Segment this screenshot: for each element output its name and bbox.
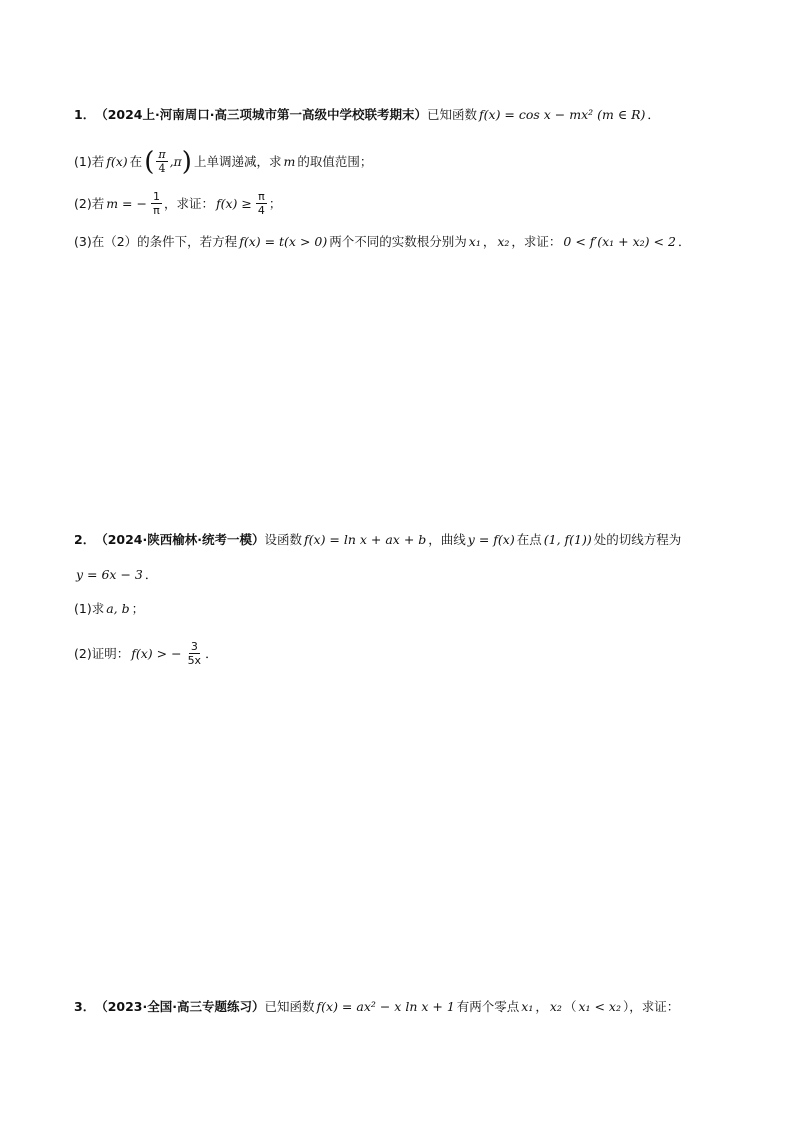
math-expression: 0 < f′(x₁ + x₂) < 2 [563,234,676,249]
fraction-denominator: 4 [158,162,166,175]
math-expression: (1, f(1)) [543,532,592,547]
part-text: ， [482,234,496,249]
problem-text: 有两个零点 [456,999,520,1014]
part-text: 若 [91,195,105,211]
math-expression: f(x) > − [131,645,182,661]
math-expression: x₂ [497,234,510,249]
math-expression: y = f(x) [467,532,515,547]
problem-text: 在点 [516,532,542,547]
math-expression: x₁ < x₂ [578,999,621,1014]
part-text: ； [131,601,145,616]
part-label: (3) [74,234,92,249]
math-expression: x₁ [468,234,481,249]
part-label: (1) [74,601,92,616]
part-text: 若 [91,153,105,169]
function-definition: f(x) = ax² − x ln x + 1 [316,999,455,1014]
problem-source: （2024上·河南周口·高三项城市第一高级中学校联考期末） [95,107,427,122]
math-expression: a, b [106,601,130,616]
part-text: ． [205,645,218,661]
part-text: 两个不同的实数根分别为 [329,234,467,249]
math-expression: m = − [106,195,147,211]
function-definition: f(x) = ln x + ax + b [304,532,427,547]
fraction-denominator: 4 [257,204,265,217]
problem-text: ，曲线 [428,532,466,547]
math-expression: y = 6x − 3 [76,567,143,582]
part-label: (1) [74,153,92,169]
problem-1-part-3 [74,233,690,251]
part-text: ． [677,234,691,249]
problem-intro: 已知函数 [264,999,315,1014]
problem-3-statement [74,998,679,1016]
part-text: 求 [91,601,105,616]
math-expression: f(x) ≥ [216,195,252,211]
problem-intro: 设函数 [264,532,303,547]
fraction-denominator: π [153,204,160,217]
right-paren: ) [181,146,192,177]
sentence-end: ． [647,107,660,122]
problem-source: （2024·陕西榆林·统考一模） [95,532,265,547]
open-interval [144,148,192,175]
part-text: 上单调递减，求 [193,153,282,169]
fraction-numerator: 1 [152,190,160,203]
math-expression: x₁ [521,999,534,1014]
part-label: (2) [74,195,92,211]
problem-number: 3． [74,999,96,1014]
fraction [256,190,267,217]
part-text: 在（2）的条件下，若方程 [91,234,238,249]
problem-2-statement [74,531,681,549]
problem-text: ），求证： [623,999,680,1014]
part-text: 在 [129,153,143,169]
problem-text: （ [563,999,577,1014]
problem-1-part-1 [74,148,372,175]
problem-2-tangent-line [74,566,157,584]
part-text: 的取值范围； [297,153,373,169]
fraction-numerator: π [158,148,166,161]
math-expression: f(x) = t(x > 0) [239,234,328,249]
part-text: 证明： [91,645,130,661]
problem-1-part-2 [74,190,281,217]
fraction [186,640,204,667]
problem-number: 1． [74,107,96,122]
fraction-numerator: 3 [190,640,198,653]
problem-2-part-2 [74,640,218,667]
fraction-denominator: 5x [187,654,202,667]
part-text: ，求证： [511,234,562,249]
part-text: ，求证： [163,195,214,211]
function-definition: f(x) = cos x − mx² (m ∈ R) [479,107,646,122]
fraction [156,148,167,175]
problem-2-part-1 [74,600,144,618]
fraction [151,190,162,217]
sentence-end: ． [144,567,158,582]
problem-number: 2． [74,532,96,547]
problem-source: （2023·全国·高三专题练习） [95,999,265,1014]
interval-rest: ,π [169,153,182,169]
math-expression: x₂ [549,999,562,1014]
math-expression: f(x) [106,153,128,169]
part-label: (2) [74,645,92,661]
problem-text: ， [535,999,548,1014]
math-expression: m [283,153,296,169]
left-paren: ( [144,146,155,177]
fraction-numerator: π [258,190,265,203]
problem-text: 处的切线方程为 [593,532,682,547]
problem-intro: 已知函数 [427,107,478,122]
problem-1-statement [74,106,660,124]
part-text: ； [268,195,282,211]
